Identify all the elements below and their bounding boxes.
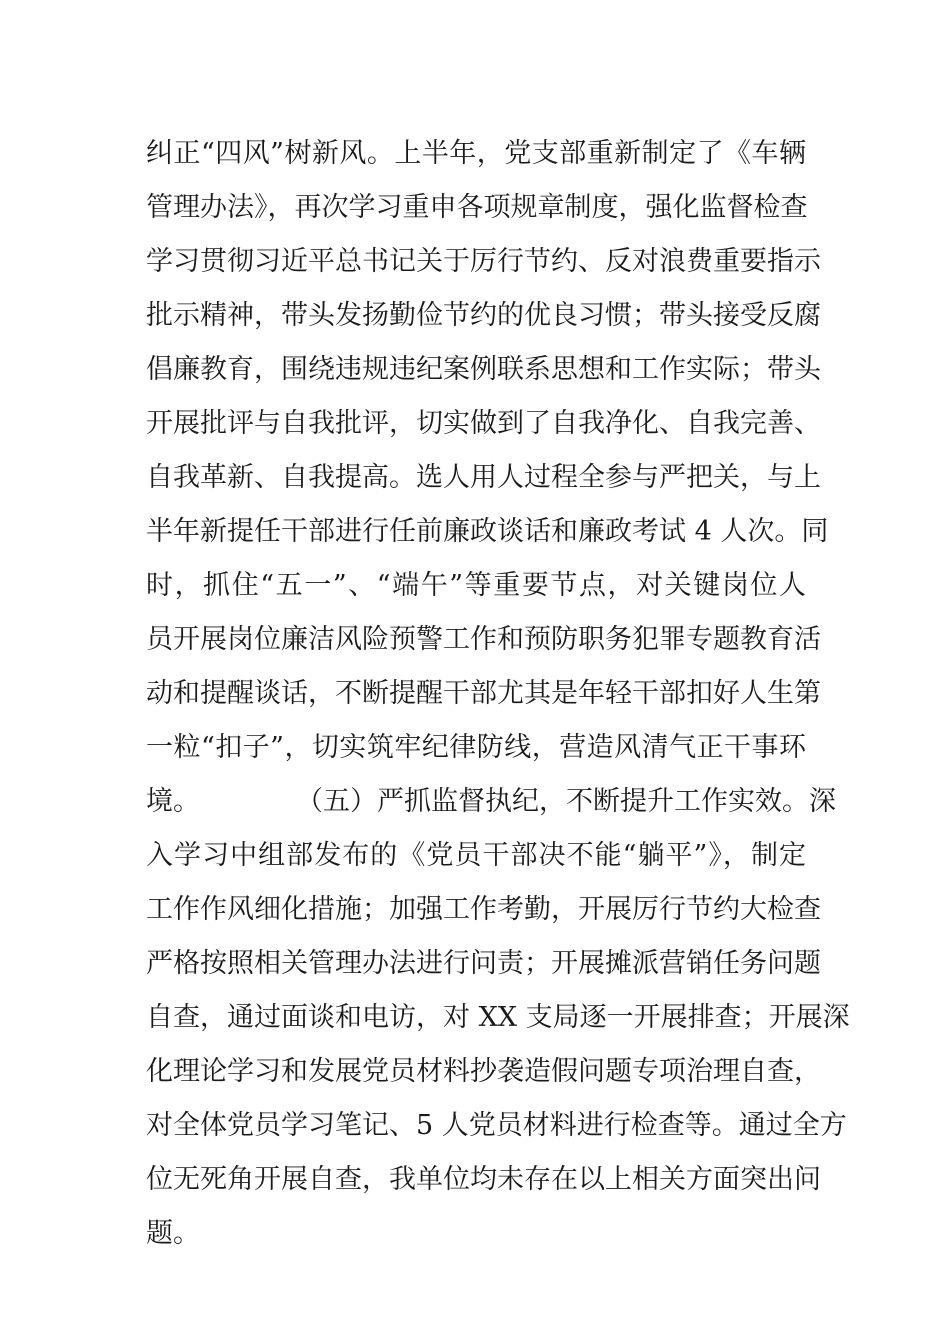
text-line: 一粒“扣子”，切实筑牢纪律防线，营造风清气正干事环 (146, 732, 806, 763)
text-line: 入学习中组部发布的《党员干部决不能“躺平”》，制定 (146, 840, 806, 871)
paragraph-discipline-integrity (146, 127, 836, 829)
text-line: 严格按照相关管理办法进行问责；开展摊派营销任务问题 (146, 948, 821, 979)
text-line: 员开展岗位廉洁风险预警工作和预防职务犯罪专题教育活 (146, 624, 821, 655)
text-line: 自查，通过面谈和电访，对 XX 支局逐一开展排查；开展深 (146, 1002, 850, 1033)
text-line: 纠正“四风”树新风。上半年，党支部重新制定了《车辆 (146, 138, 806, 169)
text-line: 工作作风细化措施；加强工作考勤，开展厉行节约大检查 (146, 894, 821, 925)
text-line: 动和提醒谈话，不断提醒干部尤其是年轻干部扣好人生第 (146, 678, 821, 709)
text-line: 对全体党员学习笔记、5 人党员材料进行检查等。通过全方 (146, 1110, 847, 1141)
text-line: 题。 (146, 1218, 200, 1249)
text-line: 管理办法》，再次学习重申各项规章制度，强化监督检查 (146, 192, 808, 223)
section-heading-line: （五）严抓监督执纪，不断提升工作实效。深 (296, 786, 836, 817)
text-line: 自我革新、自我提高。选人用人过程全参与严把关，与上 (146, 462, 821, 493)
text-line: 倡廉教育，围绕违规违纪案例联系思想和工作实际；带头 (146, 354, 821, 385)
text-line: 化理论学习和发展党员材料抄袭造假问题专项治理自查， (146, 1056, 821, 1087)
paragraph-supervision-section-five (146, 775, 850, 1261)
text-line: 时，抓住“五一”、“端午”等重要节点，对关键岗位人 (146, 570, 806, 601)
text-line: 批示精神，带头发扬勤俭节约的优良习惯；带头接受反腐 (146, 300, 821, 331)
text-line: 半年新提任干部进行任前廉政谈话和廉政考试 4 人次。同 (146, 516, 829, 547)
text-line: 开展批评与自我批评，切实做到了自我净化、自我完善、 (146, 408, 821, 439)
text-line: 学习贯彻习近平总书记关于厉行节约、反对浪费重要指示 (146, 246, 821, 277)
text-line: 位无死角开展自查，我单位均未存在以上相关方面突出问 (146, 1164, 821, 1195)
text-line: 境。 (146, 786, 200, 817)
